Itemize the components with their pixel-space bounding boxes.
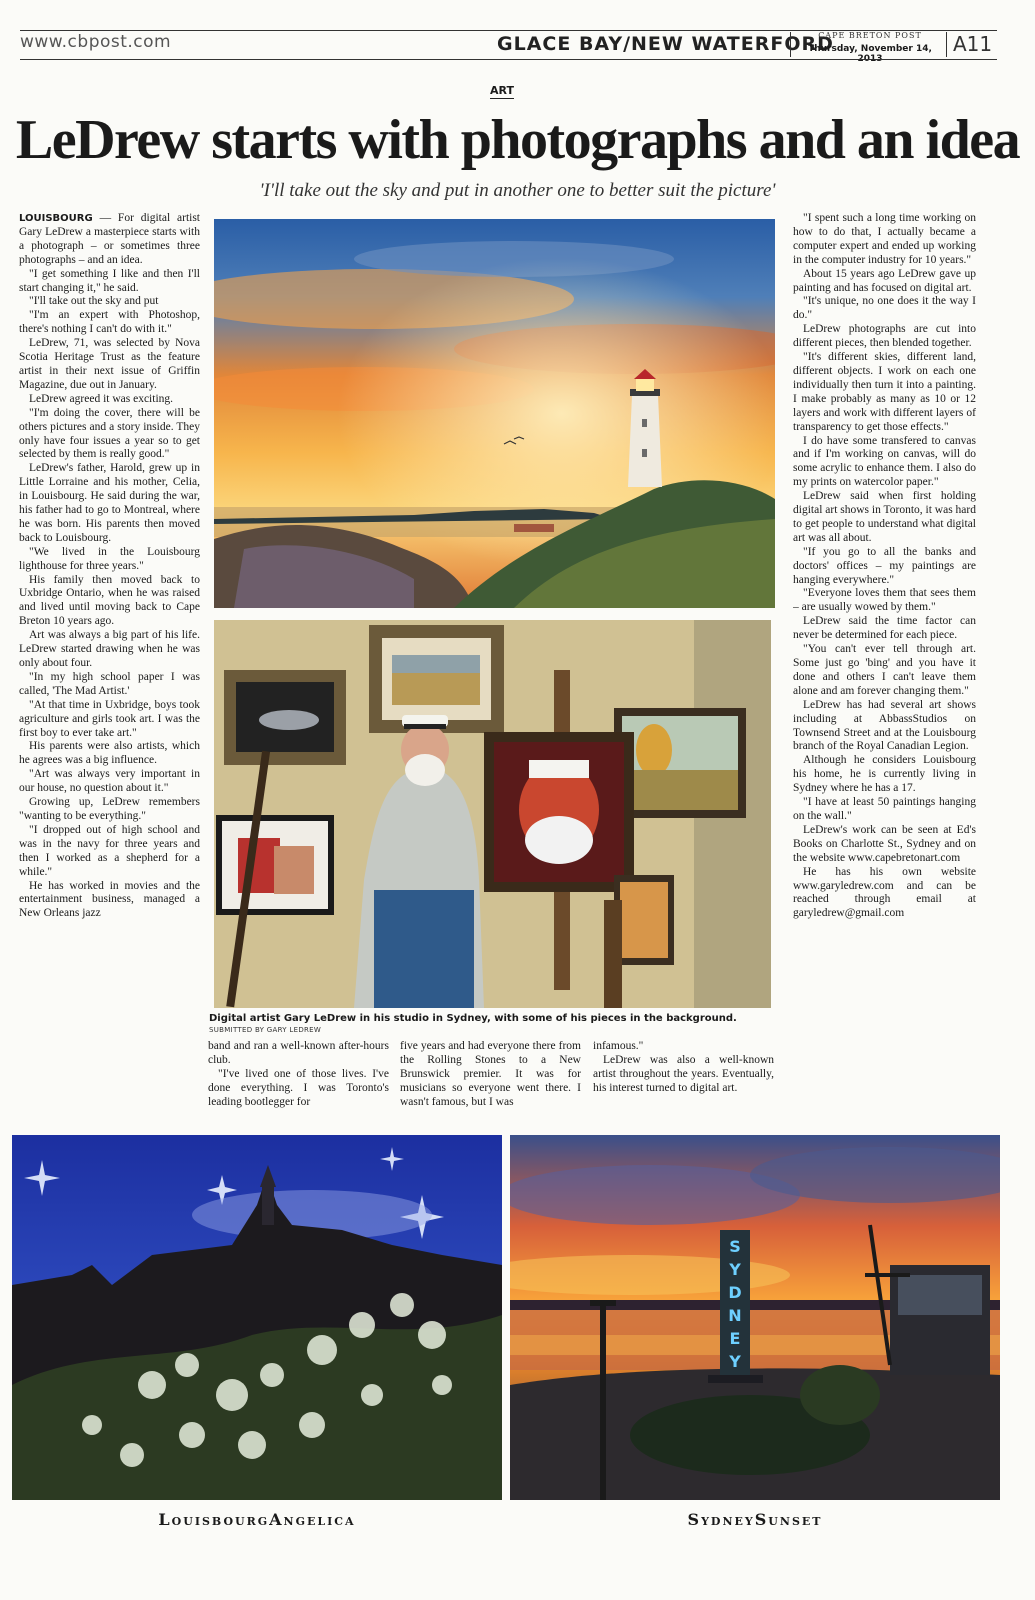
paragraph: About 15 years ago LeDrew gave up painting and has focused on digital art. xyxy=(793,267,976,294)
paragraph: infamous." xyxy=(593,1040,644,1052)
article-column-4 xyxy=(593,1040,774,1110)
paragraph: "I have at least 50 paintings hanging on the wall." xyxy=(793,796,976,822)
paragraph: "I'm an expert with Photoshop, there's nothing I can't do with it." xyxy=(19,309,200,336)
paragraph: band and ran a well-known after-hours club. xyxy=(208,1040,389,1066)
lighthouse-painting xyxy=(214,219,775,608)
paragraph: He has worked in movies and the entertainment business, managed a New Orleans jazz xyxy=(19,879,200,920)
paragraph: "I get something I like and then I'll start changing it," he said. xyxy=(19,267,200,294)
paragraph: Growing up, LeDrew remembers "wanting to be everything." xyxy=(19,796,200,822)
masthead-bottom-rule xyxy=(20,59,997,60)
paragraph: "We lived in the Louisbourg lighthouse for three years." xyxy=(19,545,200,572)
paragraph: He has his own website www.garyledrew.com and can be reached through email at garyledrew@gmail.com xyxy=(793,865,976,920)
paragraph: "You can't ever tell through art. Some just go 'bing' and you have it done and others I can't leave them alone and am forever changing them." xyxy=(793,643,976,697)
paragraph: "It's different skies, different land, different objects. I work on each one individually then turn it into a painting. I make probably as many as 10 or 12 layers and work with different layers of transparency to get those effects." xyxy=(793,351,976,433)
paragraph: "I dropped out of high school and was in the navy for three years and then I worked as a shepherd for a while." xyxy=(19,823,200,878)
deck-subheadline: 'I'll take out the sky and put in another one to better suit the picture' xyxy=(259,180,776,201)
photo-caption xyxy=(209,1013,779,1035)
paragraph: LeDrew said when first holding digital art shows in Toronto, it was hard to get people to understand what digital art was all about. xyxy=(793,490,976,544)
issue-date: Thursday, November 14, 2013 xyxy=(808,44,932,64)
sign-letter: Y xyxy=(729,1352,741,1371)
paragraph: His family then moved back to Uxbridge Ontario, when he was raised and lived until moving back to Cape Breton 10 years ago. xyxy=(19,573,200,628)
paragraph: LeDrew said the time factor can never be determined for each piece. xyxy=(793,615,976,642)
sign-letter: E xyxy=(729,1329,741,1348)
sign-letter: N xyxy=(728,1306,742,1325)
dateline: LOUISBOURG xyxy=(19,213,93,224)
paper-name: CAPE BRETON POST xyxy=(818,31,922,40)
artist-studio-photo xyxy=(214,620,771,1008)
section-title: GLACE BAY/NEW WATERFORD xyxy=(497,33,834,55)
sign-letter: S xyxy=(729,1237,741,1256)
paragraph: "I'm doing the cover, there will be others pictures and a story inside. They only have four issues a year so to get selected by them is really good." xyxy=(19,406,200,461)
photo-credit: SUBMITTED BY GARY LEDREW xyxy=(209,1026,322,1034)
paragraph: LeDrew photographs are cut into different pieces, then blended together. xyxy=(793,323,976,350)
sydney-sunset-artwork xyxy=(510,1135,1000,1500)
masthead-divider xyxy=(790,32,791,57)
kicker: ART xyxy=(490,84,514,97)
paragraph: "I've lived one of those lives. I've done everything. I was Toronto's leading bootlegger for xyxy=(208,1067,389,1108)
article-column-right xyxy=(793,212,976,1112)
paragraph: "Everyone loves them that sees them – are usually wowed by them." xyxy=(793,587,976,614)
website-url: www.cbpost.com xyxy=(20,32,172,52)
paragraph: Art was always a big part of his life. LeDrew started drawing when he was only about four. xyxy=(19,629,200,669)
paragraph: LeDrew's work can be seen at Ed's Books on Charlotte St., Sydney and on the website www.capebretonart.com xyxy=(793,823,976,864)
paragraph: LeDrew, 71, was selected by Nova Scotia Heritage Trust as the feature artist in their next issue of Griffin Magazine, due out in January. xyxy=(19,337,200,391)
sign-letter: D xyxy=(728,1283,742,1302)
artwork-title-right: SydneySunset xyxy=(687,1510,823,1529)
paragraph: Although he considers Louisbourg his home, he is currently living in Sydney where he has a 17. xyxy=(793,754,976,795)
page-number: A11 xyxy=(953,32,993,56)
paragraph: "It's unique, no one does it the way I do." xyxy=(793,295,976,322)
article-column-1 xyxy=(19,212,200,1107)
paragraph: LeDrew was also a well-known artist throughout the years. Eventually, his interest turned to digital art. xyxy=(593,1053,774,1094)
caption-text: Digital artist Gary LeDrew in his studio in Sydney, with some of his pieces in the background. xyxy=(209,1013,737,1024)
paragraph: "Art was always very important in our house, no question about it." xyxy=(19,768,200,795)
headline: LeDrew starts with photographs and an idea xyxy=(15,109,1020,171)
article-column-3 xyxy=(400,1040,581,1110)
paragraph: LeDrew agreed it was exciting. xyxy=(29,392,174,405)
paragraph: five years and had everyone there from the Rolling Stones to a New Brunswick premier. It was for musicians so everyone went there. I wasn't famous, but I was xyxy=(400,1040,581,1108)
paragraph: His parents were also artists, which he agrees was a big influence. xyxy=(19,740,200,767)
louisbourg-angelica-artwork xyxy=(12,1135,502,1500)
artwork-title-left: LouisbourgAngelica xyxy=(158,1510,356,1529)
sign-letter: Y xyxy=(729,1260,741,1279)
paragraph: "I spent such a long time working on how to do that, I actually became a computer expert and ended up working in the computer industry for 10 years." xyxy=(793,212,976,266)
paragraph: "In my high school paper I was called, 'The Mad Artist.' xyxy=(19,670,200,697)
paragraph: "I'll take out the sky and put xyxy=(29,295,159,308)
paragraph: "If you go to all the banks and doctors' offices – my paintings are hanging everywhere." xyxy=(793,545,976,586)
paragraph: "At that time in Uxbridge, boys took agriculture and girls took art. I was the first boy to ever take art." xyxy=(19,698,200,739)
paragraph: — For digital artist Gary LeDrew a masterpiece starts with a photograph – or sometimes three photographs – and an idea. xyxy=(19,212,200,266)
paragraph: LeDrew has had several art shows including at AbbassStudios on Townsend Street and at the Louisbourg branch of the Royal Canadian Legion. xyxy=(793,698,976,753)
masthead-divider xyxy=(946,32,947,57)
article-column-2 xyxy=(208,1040,389,1110)
paragraph: LeDrew's father, Harold, grew up in Little Lorraine and his mother, Celia, in Louisbourg. He said during the war, his father had to go to Montreal, where he was born. His parents then moved back to Louisbourg. xyxy=(19,462,200,544)
paragraph: I do have some transfered to canvas and if I'm working on canvas, will do some acrylic to enhance them. I also do my prints on watercolor paper." xyxy=(793,434,976,489)
